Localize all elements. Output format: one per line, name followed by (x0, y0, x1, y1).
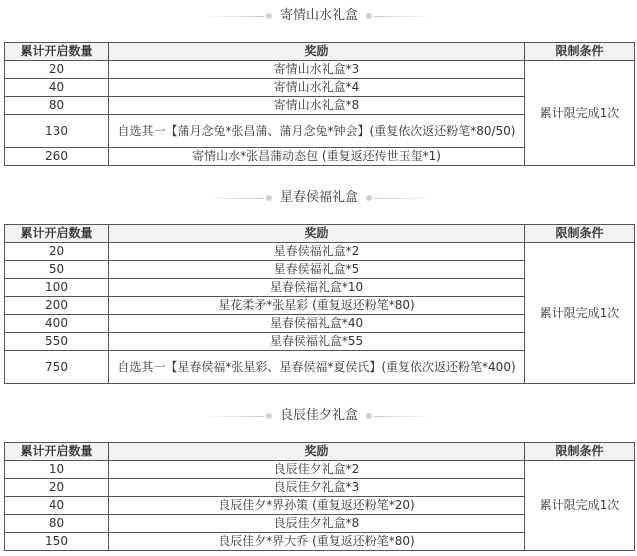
section-title: 良辰佳夕礼盒 (279, 408, 358, 423)
reward-table (4, 442, 635, 551)
reward-cell: 良辰佳夕*界孙策 (重复返还粉笔*20) (109, 497, 525, 515)
reward-cell: 自选其一【蒲月念兔*张昌蒲、蒲月念兔*钟会】(重复依次返还粉笔*80/50) (109, 115, 525, 148)
count-cell: 200 (5, 297, 109, 315)
header-limit: 限制条件 (525, 443, 635, 461)
reward-cell: 自选其一【星春侯福*张星彩、星春侯福*夏侯氏】(重复依次返还粉笔*400) (109, 351, 525, 384)
table-row (5, 243, 635, 261)
reward-cell: 良辰佳夕礼盒*3 (109, 479, 525, 497)
divider-dot (266, 13, 272, 19)
count-cell: 550 (5, 333, 109, 351)
reward-cell: 星花柔矛*张星彩 (重复返还粉笔*80) (109, 297, 525, 315)
header-count: 累计开启数量 (5, 43, 109, 61)
header-reward: 奖励 (109, 43, 525, 61)
count-cell: 80 (5, 515, 109, 533)
table-row (5, 461, 635, 479)
count-cell: 400 (5, 315, 109, 333)
count-cell: 150 (5, 533, 109, 551)
table-row (5, 61, 635, 79)
header-count: 累计开启数量 (5, 443, 109, 461)
reward-table (4, 224, 635, 384)
reward-cell: 星春侯福礼盒*5 (109, 261, 525, 279)
divider-dot (266, 195, 272, 201)
reward-cell: 良辰佳夕礼盒*8 (109, 515, 525, 533)
reward-cell: 星春侯福礼盒*2 (109, 243, 525, 261)
divider-dot (366, 13, 372, 19)
section-title-row (4, 188, 634, 208)
divider-dot (366, 413, 372, 419)
header-limit: 限制条件 (525, 43, 635, 61)
limit-cell: 累计限完成1次 (525, 61, 635, 166)
count-cell: 80 (5, 97, 109, 115)
table-header-row (5, 443, 635, 461)
count-cell: 10 (5, 461, 109, 479)
table-header-row (5, 43, 635, 61)
count-cell: 20 (5, 61, 109, 79)
reward-cell: 星春侯福礼盒*10 (109, 279, 525, 297)
limit-cell: 累计限完成1次 (525, 461, 635, 551)
reward-cell: 良辰佳夕礼盒*2 (109, 461, 525, 479)
count-cell: 40 (5, 497, 109, 515)
divider-line (374, 16, 434, 17)
reward-cell: 寄情山水礼盒*8 (109, 97, 525, 115)
reward-cell: 星春侯福礼盒*40 (109, 315, 525, 333)
header-count: 累计开启数量 (5, 225, 109, 243)
divider-line (374, 416, 434, 417)
reward-cell: 星春侯福礼盒*55 (109, 333, 525, 351)
table-header-row (5, 225, 635, 243)
count-cell: 750 (5, 351, 109, 384)
section-title: 星春侯福礼盒 (279, 190, 358, 205)
reward-cell: 寄情山水礼盒*3 (109, 61, 525, 79)
header-reward: 奖励 (109, 443, 525, 461)
divider-line (204, 16, 264, 17)
limit-cell: 累计限完成1次 (525, 243, 635, 384)
count-cell: 260 (5, 148, 109, 166)
divider-dot (266, 413, 272, 419)
section-title-row (4, 6, 634, 26)
section-title-row (4, 406, 634, 426)
divider-line (374, 198, 434, 199)
count-cell: 130 (5, 115, 109, 148)
divider-dot (366, 195, 372, 201)
reward-cell: 良辰佳夕*界大乔 (重复返还粉笔*80) (109, 533, 525, 551)
divider-line (204, 198, 264, 199)
section-title: 寄情山水礼盒 (279, 8, 358, 23)
count-cell: 40 (5, 79, 109, 97)
reward-cell: 寄情山水*张昌蒲动态包 (重复返还传世玉玺*1) (109, 148, 525, 166)
reward-cell: 寄情山水礼盒*4 (109, 79, 525, 97)
header-limit: 限制条件 (525, 225, 635, 243)
count-cell: 50 (5, 261, 109, 279)
count-cell: 20 (5, 479, 109, 497)
reward-table (4, 42, 635, 166)
divider-line (204, 416, 264, 417)
count-cell: 100 (5, 279, 109, 297)
count-cell: 20 (5, 243, 109, 261)
header-reward: 奖励 (109, 225, 525, 243)
